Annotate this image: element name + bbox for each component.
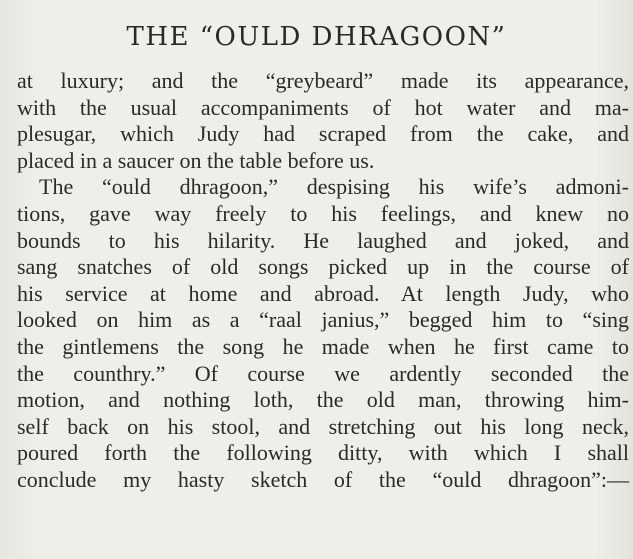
text-line: his service at home and abroad. At length Judy, who [17, 280, 629, 306]
text-line: sang snatches of old songs picked up in the course of [17, 254, 629, 280]
text-line: at luxury; and the “greybeard” made its appearance, [17, 68, 629, 93]
text-line: placed in a saucer on the table before us. [17, 147, 375, 173]
text-line: conclude my hasty sketch of the “ould dhragoon”:— [17, 466, 629, 492]
paragraph-first-line: The “ould dhragoon,” despising his wife’s admoni- [39, 174, 629, 200]
text-line: motion, and nothing loth, the old man, throwing him- [17, 387, 629, 413]
text-line: poured forth the following ditty, with which I shall [17, 440, 629, 466]
running-head: THE “OULD DHRAGOON” [126, 22, 507, 52]
text-line: tions, gave way freely to his feelings, and knew no [17, 200, 629, 226]
text-line: looked on him as a “raal janius,” begged him to “sing [17, 307, 629, 333]
text-line: with the usual accompaniments of hot water and ma- [17, 94, 629, 120]
text-line: the counthry.” Of course we ardently seconded the [17, 360, 629, 386]
text-line: bounds to his hilarity. He laughed and joked, and [17, 227, 629, 253]
body-text [17, 68, 629, 494]
text-line: plesugar, which Judy had scraped from the cake, and [17, 121, 629, 147]
text-line: the gintlemens the song he made when he first came to [17, 333, 629, 359]
text-line: self back on his stool, and stretching out his long neck, [17, 413, 629, 439]
